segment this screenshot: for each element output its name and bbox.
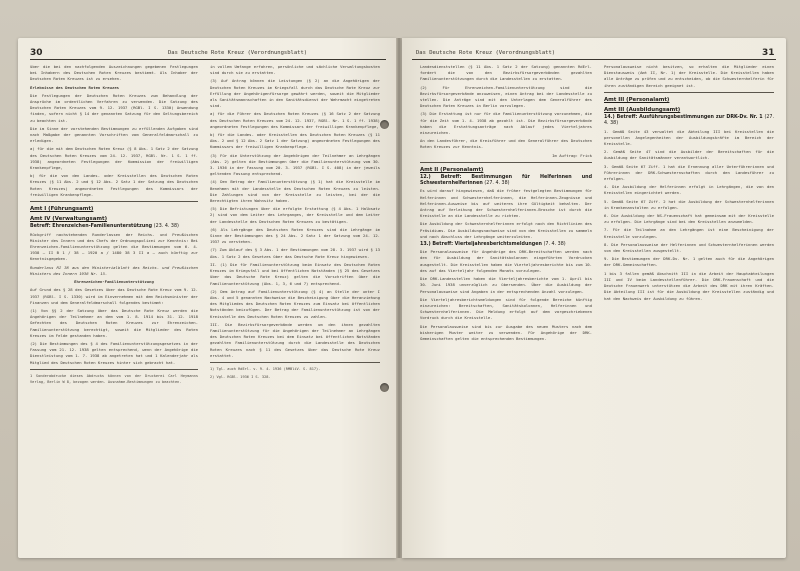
right-column-2 (604, 64, 777, 304)
paragraph: Die Vierteljahresberichtsmeldungen sind für folgende Bereiche künftig einzureichen: Bereitschaften, Sanitätskolonnen, Helferinnen und Schwesternhelferinnen. Die Meldung erfolgt auf dem vorgeschriebenen Vordruck durch die Kreisstelle. (420, 296, 595, 321)
paragraph: Die Personalausweise sind bis zur Ausgabe des neuen Musters nach dem bisherigen Muster weiter zu verwenden. Für Angehörige der DRK-Gemeinschaften gelten die entsprechenden Bestimmungen. (420, 323, 595, 341)
left-page (18, 38, 396, 558)
subsection-title-text: Betreff: Bestimmungen für Helferinnen und Schwesternhelferinnen (420, 175, 592, 187)
list-item: b) für die Landes- oder Kreisstellen des Deutschen Roten Kreuzes (§ 11 Abs. 2 und § 12 Abs. 2 Satz 1 der Satzung) angeordneten Festlegungen des Kommissars der freiwilligen Krankenpflege. (210, 132, 383, 150)
paragraph: An den Landesführer, die Kreisführer und den Generalführer des Deutschen Roten Kreuzes zur Kenntnis. (420, 138, 595, 150)
left-column-2 (210, 64, 383, 382)
signature-line: Im Auftrag: Frick (552, 152, 592, 158)
paragraph: Die DRK-Landesstellen haben die Vierteljahresberichte vom 1. April bis 30. Juni 1938 unverzüglich zu übersenden. Über die Ausbildung der Personalausweise sind Angaben in der entsprechenden Anzahl vorzulegen. (420, 276, 595, 294)
paragraph: Landesdienststellen (§ 11 Abs. 1 Satz 2 der Satzung) genannten RdErl. fordert die von den Bezirksfürsorgeverbänden gezahlten Familienunterstützungen durch die Landesstellen zu erstatten. (420, 64, 595, 82)
list-item: 1. Gemäß Seite 43 verwaltet die Abteilung III bei Kreisstellen die personellen Angelegenheiten der Ausbildungskräfte im Bereich der Kreisstelle. (604, 128, 777, 147)
left-header-rule (30, 59, 386, 60)
list-item: 5. Gemäß Seite 67 Ziff. 2 hat die Ausbildung der Schwesternhelferinnen in Krankenanstalten zu erfolgen. (604, 198, 777, 210)
reference-line: Runderlass RI 38 aus den Ministerialblatt des Reichs- und Preußischen Ministers des Innern 1938 Nr. 15. (30, 264, 201, 276)
punch-hole (380, 120, 389, 129)
section-title-amt-3: Amt III (Personalamt) (604, 96, 670, 103)
right-running-head: Das Deutsche Rote Kreuz (Verordnungsblatt) (416, 50, 556, 56)
paragraph: (4) Den Betrag der Familienunterstützung (§ 1) hat die Kreisstelle im Benehmen mit der Landesstelle des Deutschen Roten Kreuzes zu leisten. Die Zahlungen sind von der Kreisstelle zu leisten, bei der die Berechtigten ihren Wohnsitz haben. (210, 179, 383, 204)
list-item: 3. Gemäß Seite 67 Ziff. 1 hat die Ernennung aller Unterführerinnen und Führerinnen der DRK-Schwesternschaften durch den Landesführer zu erfolgen. (604, 163, 777, 182)
list-item: 8. Die Personalausweise der Helferinnen und Schwesternhelferinnen werden von den Kreisstellen ausgestellt. (604, 241, 777, 254)
right-page-number: 31 (762, 48, 775, 58)
paragraph: II. (1) Die für Familienunterstützung beim Einsatz des Deutschen Roten Kreuzes im Kriegsfall und bei öffentlichen Notständen (§ 25 des Gesetzes über das Deutsche Rote Kreuz) gelten die Vorschriften über die Familienunterstützung (Abs. 1, 3, 6 und 7) entsprechend. (210, 261, 383, 286)
paragraph: 1 bis 3 fallen gemäß Abschnitt III in die Arbeit der Hauptabteilungen III und IV beim Landesstellenführer. Die DRK-Frauenschaft und die Deutsche Frauenwerk unterstützen die Arbeit des DRK mit ihren Kräften. Die Abteilung III ist für die Ausbildung der Kreisstellen zuständig und hat den Nachweis der Ausbildung zu führen. (604, 270, 777, 301)
punch-hole (380, 383, 389, 392)
paragraph: über die bei den nachfolgenden Auszeichnungen gegebenen Festlegungen bei Inhabern des Deutschen Roten Kreuzes bestimmt. Als Inhaber der Deutschen Roten Kreuzes ist zu ersehen. (30, 64, 201, 82)
paragraph: Die Festlegungen der Deutschen Roten Kreuzes zum Behandlung der Ansprüche im ordentlichen Verfahren zu verwenden. Die Satzung des Deutschen Roten Kreuzes vom 9. 12. 1937 (RGBl. I S. 1330) Anwendung finden, sofern nicht § 14 der genannten Satzung für den Geltungsbereich zu beachten ist. (30, 92, 201, 123)
paragraph: (3) Auf Antrag können die Leistungen (§ 2) an die Angehörigen der Deutschen Roten Kreuzes im Kriegsfall durch das Deutsche Rote Kreuz zur Erfüllung der Angehörigenfürsorge gewährt werden, soweit die Mitglieder als Sanitätsmannschaften in den Sanitätsdienst der Wehrmacht eingetreten sind. (210, 78, 383, 109)
subsection-title (30, 224, 198, 230)
right-column-1 (420, 64, 595, 344)
paragraph: (3) Die Erstattung ist nur für die Familienunterstützung vorzunehmen, die für die Zeit vom 1. 4. 1938 ab gezahlt ist. Die Bezirksfürsorgeverbände haben die Erstattungsanträge nach Ablauf jedes Vierteljahres einzureichen. (420, 111, 595, 136)
footnote: 1 Sonderabdrucke dieses Abdrucks können von der Druckerei Carl Heymanns Verlag, Berlin W 8, bezogen werden. Ausnahme-Bestimmungen zu beachten. (30, 373, 201, 384)
paragraph: (1) Von §§ 2 der Satzung über das Deutsche Rote Kreuz werden die Angehörigen der Teilnehmer an dem vom 1. 8. 1914 bis 31. 12. 1918 Gefechten des Deutschen Roten Kreuzes zur Ehrenzeichen-Familienunterstützung berechtigt, soweit die Mitglieder des Roten Kreuzes im Felde gestanden haben. (30, 307, 201, 338)
list-item: 7. Für die Teilnahme an den Lehrgängen ist eine Bescheinigung der Kreisstelle vorzulegen. (604, 227, 777, 239)
paragraph: (3) Für die Unterstützung der Angehörigen der Teilnehmer an Lehrgängen (Abs. 2) gelten die Bestimmungen über die Familienunterstützung vom 30. 3. 1936 in der Fassung vom 20. 3. 1937 (RGBl. I S. 408) in der jeweils geltenden Fassung entsprechend. (210, 152, 383, 177)
subsection-title (420, 175, 592, 187)
paragraph: Personalausweise nicht besitzen, so erhalten die Mitglieder einen Dienstausweis (Amt II, Nr. 1) der Kreisstelle. Die Kreisstellen haben alle Anträge zu prüfen und zu entscheiden, ob die Schwesternhelferin für ihren zuständigen Bereich geeignet ist. (604, 64, 777, 88)
paragraph-heading: Erlebnisse des Deutschen Roten Kreuzes (30, 84, 120, 90)
list-item: 9. Die Bestimmungen der DRK-Dv. Nr. 1 gelten auch für die Angehörigen der DRK-Gemeinschaften. (604, 256, 777, 268)
subsection-title-text: Betreff: Vierteljahresberichtsmeldungen (432, 242, 542, 248)
footnote-separator (210, 362, 380, 363)
paragraph: Die im Sinne der vorstehenden Bestimmungen zu erfüllenden Aufgaben sind nach Maßgabe der genannten Vorschriften vom Generalfeldmarschall zu erledigen. (30, 125, 201, 144)
subsection-ref: (23. 4. 38) (153, 224, 179, 230)
subsection-number: 13.) (420, 242, 431, 248)
separator (604, 92, 774, 93)
paragraph: Rückgriff nachstehenden Runderlassen der Reichs- und Preußischen Minister des Innern und des Chefs der Ordnungspolizei zur Kenntnis: Bei Ehrenzeichen-Familienunterstützung gelten die Bestimmungen vom 6. 4. 1938 — II B 1 / 38 — 1920 a / 1480 38 3 II a — auch künftig zur Kenntnisgegeben. (30, 231, 201, 262)
list-item: a) für die mit dem Deutschen Roten Kreuz (§ 8 Abs. 1 Satz 2 der Satzung des Deutschen Roten Kreuzes vom 24. 12. 1937, RGBl. Nr. 1 S. 1 ff. 1938) angeordneten Festlegungen der Kommission der freiwilligen Krankenpflege, (30, 146, 201, 171)
paragraph: (2) Die Bestimmungen des § 4 des Familienunterstützungsgesetzes in der Fassung vom 21. 12. 1938 gelten entsprechend, wenn der Angehörige die Dienstleistung vom 1. 7. 1938 ab angetreten hat und 1 Kalenderjahr als Mitglied des Deutschen Roten Kreuzes hinter sich gebracht hat. (30, 340, 201, 365)
section-title-amt-4: Amt IV (Verwaltungsamt) (30, 216, 108, 223)
paragraph: Die Personalausweise für Angehörige des DRK-Bereitschaften werden nach den für Ausbildung der Sanitätskolonnen eingeführten Vordrucken ausgestellt. Die Kreisstellen haben die Vierteljahresberichte bis zum 10. des auf das Vierteljahr folgenden Monats vorzulegen. (420, 249, 595, 273)
reference-title: Ehrenzeichen-Familienunterstützung (74, 279, 154, 285)
subsection-ref: (27. 4. 38) (484, 181, 510, 187)
separator (30, 201, 198, 202)
paragraph: (6) Als Lehrgänge des Deutschen Roten Kreuzes sind die Lehrgänge im Sinne der Bestimmungen des § 24 Abs. 2 Satz 1 der Satzung vom 24. 12. 1937 zu verstehen. (210, 226, 383, 245)
paragraph: Es wird darauf hingewiesen, daß die früher festgelegten Bestimmungen für Helferinnen und Schwesternhelferinnen, die Helferinnen-Zeugnisse und Helferinnen-Ausweise bis auf weiteres ihre Gültigkeit behalten. Der Antrag auf Verleihung der Schwesternhelferinnen-Brosche ist durch die Kreisstelle an die Landesstelle zu richten. (420, 188, 595, 219)
list-item: 6. Die Ausbildung der NS-Frauenschaft hat gemeinsam mit der Kreisstelle zu erfolgen. Die Lehrgänge sind bei den Kreisstellen anzumelden. (604, 213, 777, 225)
footnote-separator (30, 369, 198, 370)
separator (420, 162, 592, 163)
paragraph: Die Ausbildung der Schwesternhelferinnen erfolgt nach den Richtlinien des Präsidiums. Die Ausbildungsnachweise sind von den Kreisstellen zu sammeln und nach Abschluss der Lehrgänge weiterzuleiten. (420, 221, 595, 239)
section-title-amt-1: Amt I (Führungsamt) (30, 206, 94, 213)
left-page-number: 30 (30, 48, 43, 58)
left-column-1 (30, 64, 201, 387)
footnote: 1) Tgl. auch RdErl. v. 9. 4. 1936 (RMBliV. S. 817). (210, 366, 321, 371)
list-item: 4. Die Ausbildung der Helferinnen erfolgt in Lehrgängen, die von den Kreisstellen eingerichtet werden. (604, 184, 777, 196)
subsection-number: 12.) (420, 175, 431, 181)
section-title-amt-3b: Amt III (Ausbildungsamt) (604, 107, 681, 114)
paragraph: Auf Grund des § 28 des Gesetzes über das Deutsche Rote Kreuz vom 9. 12. 1937 (RGBl. I S. 1330) wird im Einvernehmen mit dem Reichsminister der Finanzen und dem Generalfeldmarschall folgendes bestimmt: (30, 287, 201, 305)
subsection-title-text: Betreff: Ehrenzeichen-Familienunterstützung (30, 224, 153, 230)
paragraph: (7) Zum Ablauf des § 3 Abs. 1 der Bestimmungen vom 28. 3. 1937 wird § 13 Abs. 1 Satz 2 des Gesetzes über das Deutsche Rote Kreuz hingewiesen. (210, 247, 383, 259)
subsection-number: 14.) (604, 115, 615, 121)
subsection-title (604, 115, 774, 127)
paragraph: III. Die Bezirksfürsorgeverbände werden um den ihnen gezahlten Familienunterstützung für die Angehörigen der Teilnehmer an Lehrgängen des Deutschen Roten Kreuzes bei dem Einsatz bei öffentlichen Notständen gezahlten Familienunterstützung durch die Landesstelle des Deutschen Roten Kreuzes nach § 11 des Gesetzes über das Deutsche Rote Kreuz erstattet. (210, 321, 383, 358)
footnote: 2) Vgl. RGBl. 1936 I S. 328. (210, 375, 271, 380)
subsection-ref: (27. 4. 38) (604, 115, 775, 127)
paragraph: (2) Dem Antrag auf Familienunterstützung (§ 4) an Stelle der unter I Abs. 4 und 5 genannten Nachweise die Bescheinigung über die Heranziehung des Mitgliedes des Deutschen Roten Kreuzes zum Einsatz bei öffentlichen Notständen beizufügen. Der Betrag der Familienunterstützung ist von der Kreisstelle des Deutschen Roten Kreuzes zu zahlen. (210, 288, 383, 319)
right-page (402, 38, 786, 558)
right-header-rule (412, 59, 776, 60)
list-item: 2. Gemäß Seite 47 sind die Ausbilder der Bereitschaften für die Ausbildung der Sanitätsmänner verantwortlich. (604, 149, 777, 161)
subsection-ref: (7. 4. 38) (543, 242, 566, 248)
subsection-title (420, 242, 592, 248)
paragraph: (2) Für Ehrenzeichen-Familienunterstützung sind die Bezirksfürsorgeverbände anzuweisen, einen Antrag bei der Landesstelle zu stellen. Die Anträge sind mit den Unterlagen dem Generalführer des Deutschen Roten Kreuzes in Berlin vorzulegen. (420, 84, 595, 109)
paragraph: (5) Die Befristungen über die erfolgte Erstattung (§ 4 Abs. 1 Halbsatz 2) sind von dem Leiter des Lehrganges, der Kreisstelle und dem Leiter der Landesstelle des Deutschen Roten Kreuzes zu bestätigen. (210, 206, 383, 224)
list-item: b) für die von den Landes- oder Kreisstellen des Deutschen Roten Kreuzes (§ 11 Abs. 2 und § 12 Abs. 2 Satz 1 der Satzung des Deutschen Roten Kreuzes) angeordneten Festlegungen des Kommissars der freiwilligen Krankenpflege. (30, 173, 201, 197)
list-item: a) für die Führer des Deutschen Roten Kreuzes (§ 16 Satz 2 der Satzung des Deutschen Roten Kreuzes vom 24. 12. 1937, RGBl. Nr. 1 S. 1 ff. 1938) angeordneten Festlegungen des Kommissars der freiwilligen Krankenpflege, (210, 111, 380, 129)
left-running-head: Das Deutsche Rote Kreuz (Verordnungsblatt) (168, 50, 308, 56)
subsection-title-text: Betreff: Ausführungsbestimmungen zur DRK-Dv. Nr. 1 (616, 115, 763, 121)
paragraph: in vollem Umfange erfahren, persönliche und sächliche Verwaltungskosten sind durch sie zu erstatten. (210, 64, 383, 76)
section-title-amt-2: Amt II (Personalamt) (420, 166, 484, 173)
